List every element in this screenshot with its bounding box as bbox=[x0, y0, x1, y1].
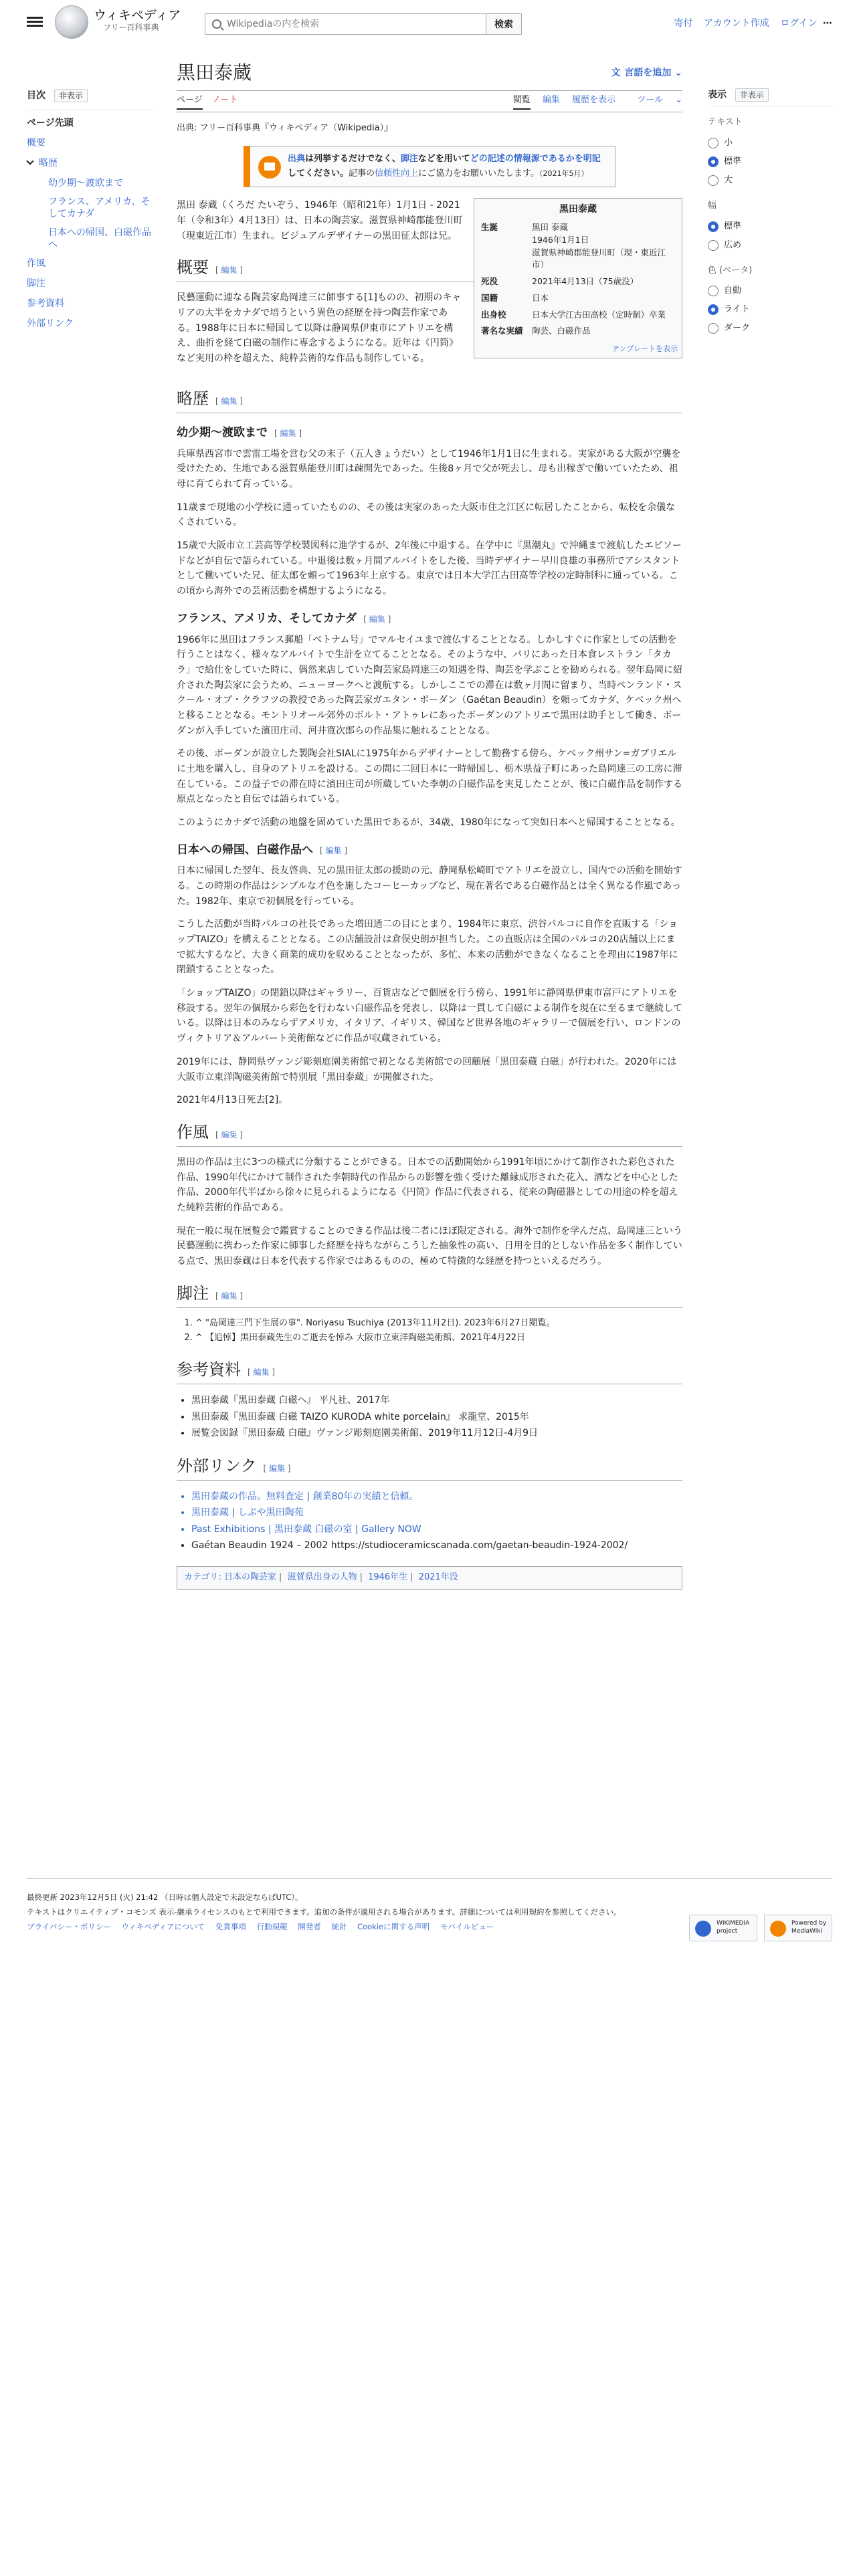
radio-icon bbox=[708, 240, 719, 251]
wikimedia-badge[interactable] bbox=[689, 1915, 757, 1941]
badge-label: Powered by MediaWiki bbox=[791, 1920, 827, 1935]
tab-tools[interactable] bbox=[628, 95, 682, 105]
section-heading bbox=[177, 1284, 682, 1308]
header bbox=[0, 0, 859, 45]
section-heading bbox=[177, 389, 682, 413]
edit-section-link[interactable]: [ 編集 ] bbox=[215, 265, 244, 276]
reference-item: • 黒田泰蔵『黒田泰蔵 白磁へ』 平凡社、2017年 bbox=[191, 1392, 682, 1409]
footer-link[interactable]: 統計 bbox=[331, 1921, 347, 1931]
section-title: 略歴 bbox=[177, 390, 209, 408]
paragraph: 黒田の作品は主に3つの様式に分類することができる。日本での活動開始から1991年頃にかけて制作された彩色された作品、1990年代にかけて制作された李朝時代の作品からの影響を強く受けた離縁成形された花入、酒などを中心とした作品、2000年代半ばから徐々に見られるようになる《円筒》作品に代表される、従来の陶磁器としての用途の枠を超えた純粋芸術的作品である。 bbox=[177, 1157, 678, 1214]
edit-label: 編集 bbox=[221, 1291, 237, 1301]
footnote-item[interactable]: 1. ^ "島岡達三門下生展の事". Noriyasu Tsuchiya (2013年11月2日). 2023年6月27日閲覧。 bbox=[195, 1316, 682, 1331]
radio-label: 小 bbox=[724, 137, 733, 148]
search-box bbox=[205, 13, 487, 35]
notice-text: 記事の bbox=[349, 169, 375, 179]
edit-label: 編集 bbox=[369, 614, 385, 624]
toc-item-overview[interactable]: 概要 bbox=[27, 138, 45, 148]
footer bbox=[27, 1878, 832, 1935]
edit-label: 編集 bbox=[221, 265, 237, 276]
external-link-list bbox=[191, 1489, 682, 1554]
wikimedia-icon bbox=[695, 1921, 711, 1937]
subsection-heading bbox=[177, 843, 682, 859]
infobox-value: 黒田 泰蔵 1946年1月1日 滋賀県神崎郡能登川町（現・東近江市） bbox=[532, 222, 666, 270]
section-title: 概要 bbox=[177, 259, 209, 278]
mediawiki-icon bbox=[770, 1921, 786, 1937]
infobox-value: 陶芸、白磁作品 bbox=[532, 326, 591, 336]
add-language-button[interactable] bbox=[611, 66, 682, 80]
appearance-panel bbox=[708, 88, 835, 338]
notice-link[interactable]: 出典 bbox=[288, 154, 306, 164]
title-row bbox=[177, 59, 682, 91]
notice-link[interactable]: 信頼性向上 bbox=[375, 169, 419, 179]
color-auto[interactable] bbox=[708, 282, 835, 300]
tab-edit[interactable]: 編集 bbox=[542, 95, 560, 105]
page-title: 黒田泰蔵 bbox=[177, 63, 252, 84]
paragraph: 兵庫県西宮市で雲雷工場を営む父の末子（五人きょうだい）として1946年1月1日に生まれる。実家がある大阪が空襲を受けたため、生地である滋賀県能登川町は疎開先であった。生後8ヶ月で父が死去し、母も出稼ぎで働いていたため、祖母に育てられて育っている。 bbox=[177, 448, 681, 490]
infobox-row bbox=[478, 219, 678, 274]
paragraph: 1966年に黒田はフランス郵船「ベトナム号」でマルセイユまで渡仏することとなる。しかしすぐに作家としての活動を行うことはなく、様々なアルバイトで生計を立てることとなる。そのような中、パリにあった日本食レストラン「タカラ」で給仕をしていた時に、偶然来店していた陶芸家島岡達三の知遇を得、陶芸を学ぶことを勧められる。翌年島岡に紹介された陶芸家に会うため、ニューヨークへと渡航する。しかしここでの滞在は数ヶ月間に留まり、当時ペンランド・スクール・オブ・クラフツの教授であった陶芸家ガエタン・ボーダン（Gaétan Beaudin）を頼ってカナダ、ケベック州へと移ることとなる。モントリオール郊外のボルト・アトゥレにあったボーダンのアトリエで黒田は助手として働き、ボーダンが入手していた濱田庄司、河井寛次郎らの作品集に触れることとなる。 bbox=[177, 634, 682, 736]
text-size-small[interactable] bbox=[708, 134, 835, 152]
toc-item-refs[interactable]: 参考資料 bbox=[27, 298, 64, 309]
radio-label: 大 bbox=[724, 175, 733, 185]
badge-label: WIKIMEDIA project bbox=[717, 1920, 750, 1935]
text-size-large[interactable] bbox=[708, 171, 835, 190]
more-icon[interactable]: ⋯ bbox=[823, 18, 832, 29]
edit-label: 編集 bbox=[269, 1463, 286, 1473]
table-of-contents bbox=[27, 88, 154, 338]
section-heading bbox=[177, 1457, 682, 1481]
infobox bbox=[474, 198, 682, 358]
edit-section-link[interactable]: [ 編集 ] bbox=[215, 1291, 244, 1301]
edit-label: 編集 bbox=[325, 845, 342, 855]
subsection-title: 幼少期〜渡欧まで bbox=[177, 425, 268, 439]
add-language-label: 言語を追加 bbox=[624, 68, 672, 78]
width-wide[interactable] bbox=[708, 236, 835, 255]
infobox-row bbox=[478, 323, 678, 340]
external-link[interactable]: • 黒田泰蔵 | しぶや黒田陶苑 bbox=[191, 1505, 682, 1521]
infobox-row bbox=[478, 290, 678, 307]
chevron-down-icon: ⌄ bbox=[675, 95, 682, 105]
external-link[interactable]: • 黒田泰蔵の作品。無料査定 | 創業80年の実績と信頼。 bbox=[191, 1489, 682, 1505]
paragraph: このようにカナダで活動の地盤を固めていた黒田であるが、34歳、1980年になって突如日本へと帰国することとなる。 bbox=[177, 817, 680, 828]
section-heading bbox=[177, 1360, 682, 1384]
reference-item: • 黒田泰蔵『黒田泰蔵 白磁 TAIZO KURODA white porcelain』 求龍堂、2015年 bbox=[191, 1409, 682, 1426]
radio-selected-icon bbox=[708, 304, 719, 315]
site-name: ウィキペディア bbox=[94, 8, 181, 23]
lead-paragraph: 黒田 泰蔵（くろだ たいぞう、1946年（昭和21年）1月1日 - 2021年（令和3年）4月13日）は、日本の陶芸家。滋賀県神崎郡能登川町（現東近江市）生まれ。ビジュアルデザイナーの黒田征太郎は兄。 bbox=[177, 200, 463, 241]
notice-text: は列挙するだけでなく、 bbox=[305, 154, 401, 164]
chevron-down-icon[interactable] bbox=[27, 158, 33, 165]
footnote-list bbox=[195, 1316, 682, 1346]
toc-item-history[interactable] bbox=[27, 157, 154, 169]
search-button[interactable]: 検索 bbox=[486, 13, 522, 35]
template-link[interactable]: テンプレートを表示 bbox=[611, 344, 678, 354]
radio-icon bbox=[708, 323, 719, 334]
footer-link[interactable]: 開発者 bbox=[298, 1921, 321, 1931]
last-modified: 最終更新 2023年12月5日 (火) 21:42 （日時は個人設定で未設定ならばUTC）。 bbox=[27, 1893, 303, 1902]
paragraph: 2019年には、静岡県ヴァンジ彫刻庭園美術館で初となる美術館での回顧展「黒田泰蔵 白磁」が行われた。2020年には大阪市立東洋陶磁美術館で特別展「黒田泰蔵」が開催された。 bbox=[177, 1056, 677, 1083]
edit-section-link[interactable]: [ 編集 ] bbox=[215, 1130, 244, 1140]
infobox-key: 死没 bbox=[481, 276, 498, 287]
paragraph: 15歳で大阪市立工芸高等学校製図科に進学するが、2年後に中退する。在学中に『黒潮丸』で沖縄まで渡航したエピソードなどが自伝で語られている。中退後は数ヶ月間アルバイトをした後、当時デザイナー早川良雄の事務所でアシスタントとして働いていた兄、征太郎を頼って1963年上京する。東京では日本大学江古田高等学校の定時制科に通っている。この頃から海外での芸術活動を構想するようになる。 bbox=[177, 540, 682, 597]
footer-link[interactable]: モバイルビュー bbox=[440, 1921, 494, 1931]
section-heading bbox=[177, 1123, 682, 1147]
section-title: 外部リンク bbox=[177, 1457, 257, 1475]
category-link[interactable]: 滋賀県出身の人物 bbox=[287, 1572, 357, 1582]
edit-section-link[interactable]: [ 編集 ] bbox=[363, 614, 391, 624]
external-link[interactable]: • Gaétan Beaudin 1924 – 2002 https://studioceramicscanada.com/gaetan-beaudin-1924-2002/ bbox=[191, 1537, 682, 1554]
footer-link[interactable]: Cookieに関する声明 bbox=[357, 1921, 430, 1931]
edit-label: 編集 bbox=[221, 1130, 237, 1140]
radio-label: ダーク bbox=[724, 323, 751, 334]
create-account-link[interactable]: アカウント作成 bbox=[703, 18, 769, 29]
color-title: 色 (ベータ) bbox=[708, 265, 753, 276]
text-size-standard[interactable] bbox=[708, 152, 835, 171]
category-link[interactable]: 日本の陶芸家 bbox=[224, 1572, 277, 1582]
width-standard[interactable] bbox=[708, 217, 835, 236]
edit-section-link[interactable]: [ 編集 ] bbox=[263, 1463, 291, 1473]
footer-link[interactable]: プライバシー・ポリシー bbox=[27, 1921, 111, 1931]
user-links bbox=[666, 16, 835, 31]
edit-section-link[interactable]: [ 編集 ] bbox=[320, 845, 348, 855]
external-link[interactable]: • Past Exhibitions | 黒田泰蔵 白磁の室 | Gallery NOW bbox=[191, 1521, 682, 1538]
notice-text: にご協力をお願いいたします。 bbox=[418, 169, 540, 179]
category-label[interactable]: カテゴリ: bbox=[184, 1572, 221, 1582]
toc-item-label: 略歴 bbox=[39, 158, 58, 169]
radio-selected-icon bbox=[708, 156, 719, 167]
subsection-heading bbox=[177, 425, 682, 441]
toc-list bbox=[27, 110, 154, 330]
infobox-row bbox=[478, 307, 678, 324]
radio-selected-icon bbox=[708, 221, 719, 232]
edit-section-link[interactable]: [ 編集 ] bbox=[274, 428, 302, 438]
search-input[interactable] bbox=[227, 17, 481, 31]
subsection-title: フランス、アメリカ、そしてカナダ bbox=[177, 611, 357, 625]
color-dark[interactable] bbox=[708, 319, 835, 338]
appearance-title: 表示 bbox=[708, 90, 727, 100]
edit-label: 編集 bbox=[280, 428, 296, 438]
page-tabs bbox=[177, 94, 682, 114]
footnote-item[interactable]: 2. ^ 【追悼】黒田泰蔵先生のご逝去を悼み 大阪市立東洋陶磁美術館、2021年4月22日 bbox=[195, 1331, 682, 1346]
site-tagline: フリー百科事典 bbox=[103, 23, 159, 32]
notice-date: （2021年5月） bbox=[539, 169, 589, 179]
radio-label: 広め bbox=[724, 239, 742, 250]
search-icon bbox=[212, 19, 221, 29]
toc-header bbox=[27, 88, 154, 103]
site-logo[interactable] bbox=[94, 8, 181, 32]
tab-page[interactable]: ページ bbox=[177, 95, 203, 110]
appearance-hide-button[interactable]: 非表示 bbox=[735, 88, 769, 102]
paragraph: 現在一般に現在展覧会で鑑賞することのできる作品は後二者にほぼ限定される。海外で制作を学んだ点、島岡達三という民藝運動に携わった作家に師事した経歴を持ちながらこうした抽象性の高い、日用を目的としない作品を多く制作している点で、黒田泰蔵は日本を代表する作家ではあるものの、極めて特徴的な経歴を持つといえるだろう。 bbox=[177, 1225, 682, 1267]
paragraph: 11歳まで現地の小学校に通っていたものの、その後は実家のあった大阪市住之江区に転居したことから、転校を余儀なくされている。 bbox=[177, 502, 676, 528]
login-link[interactable]: ログイン bbox=[780, 18, 818, 29]
radio-label: ライト bbox=[724, 304, 750, 315]
subsection-title: 日本への帰国、白磁作品へ bbox=[177, 843, 313, 857]
category-link[interactable]: 1946年生 bbox=[368, 1572, 408, 1582]
infobox-row bbox=[478, 274, 678, 290]
wikipedia-logo-icon[interactable] bbox=[55, 5, 88, 39]
tools-label: ツール bbox=[637, 95, 663, 105]
footer-link[interactable]: 行動規範 bbox=[256, 1921, 288, 1931]
infobox-value: 日本大学江古田高校（定時制）卒業 bbox=[532, 309, 666, 320]
toc-item-notes[interactable]: 脚注 bbox=[27, 278, 45, 289]
source-line: 出典: フリー百科事典『ウィキペディア（Wikipedia）』 bbox=[177, 123, 393, 133]
infobox-value: 日本 bbox=[532, 292, 549, 303]
tab-talk[interactable]: ノート bbox=[211, 95, 238, 105]
section-title: 参考資料 bbox=[177, 1362, 241, 1380]
chevron-down-icon: ⌄ bbox=[674, 68, 682, 78]
toc-item-return[interactable]: 日本への帰国、白磁作品へ bbox=[48, 227, 151, 250]
edit-label: 編集 bbox=[253, 1368, 270, 1378]
edit-section-link[interactable]: [ 編集 ] bbox=[215, 396, 244, 406]
infobox-key: 国籍 bbox=[481, 292, 498, 303]
section-title: 作風 bbox=[177, 1123, 209, 1142]
infobox-key: 生誕 bbox=[481, 222, 498, 233]
paragraph: 2021年4月13日死去[2]。 bbox=[177, 1095, 288, 1106]
text-size-title: テキスト bbox=[708, 117, 743, 127]
edit-section-link[interactable]: [ 編集 ] bbox=[248, 1368, 276, 1378]
reference-list bbox=[191, 1392, 682, 1442]
paragraph: 「ショップTAIZO」の閉鎖以降はギャラリー、百貨店などで個展を行う傍ら、1991年に静岡県伊東市富戸にアトリエを移設する。翌年の個展から彩色を行わない白磁作品を発表し、以降は一貫して白磁による制作を現在に至るまで継続している。以降は日本のみならずアメリカ、イタリア、イギリス、韓国など世界各地のギャラリーで個展を行い、ロンドンのヴィクトリア＆アルバート美術館などに作品が収蔵されている。 bbox=[177, 988, 682, 1045]
width-title: 幅 bbox=[708, 200, 717, 211]
radio-label: 標準 bbox=[724, 221, 742, 231]
category-links: カテゴリ: 日本の陶芸家 | 滋賀県出身の人物 | 1946年生 | 2021年没 bbox=[177, 1566, 682, 1590]
toc-item-france[interactable]: フランス、アメリカ、そしてカナダ bbox=[48, 197, 151, 219]
toc-title: 目次 bbox=[27, 90, 45, 101]
toc-item-childhood[interactable]: 幼少期〜渡欧まで bbox=[48, 178, 123, 189]
infobox-title: 黒田泰蔵 bbox=[559, 204, 597, 215]
tab-history[interactable]: 履歴を表示 bbox=[572, 95, 616, 105]
category-link[interactable]: 2021年没 bbox=[418, 1572, 458, 1582]
toc-hide-button[interactable]: 非表示 bbox=[54, 89, 88, 102]
notice-box bbox=[244, 146, 615, 187]
main-menu-icon[interactable] bbox=[27, 15, 43, 28]
subsection-heading bbox=[177, 611, 682, 627]
notice-text: してください。 bbox=[288, 169, 349, 179]
footer-link[interactable]: 免責事項 bbox=[215, 1921, 246, 1931]
toc-item-style[interactable]: 作風 bbox=[27, 258, 45, 269]
appearance-header bbox=[708, 88, 835, 106]
toc-item-external[interactable]: 外部リンク bbox=[27, 318, 74, 329]
notice-text: などを用いて bbox=[417, 154, 470, 164]
article-content bbox=[177, 146, 682, 1590]
notice-link[interactable]: 脚注 bbox=[400, 154, 418, 164]
notice-link[interactable]: どの記述の情報源であるかを明記 bbox=[470, 154, 601, 164]
paragraph: 日本に帰国した翌年、長友啓典、兄の黒田征太郎の援助の元、静岡県松崎町でアトリエを設立し、国内での活動を開始する。この時期の作品はシンプルな才色を施したコーヒーカップなど、現在著名である白磁作品とは全く異なる作風であった。1982年、東京で初個展を行っている。 bbox=[177, 865, 682, 907]
radio-icon bbox=[708, 286, 719, 296]
paragraph: 民藝運動に連なる陶芸家島岡達三に師事する[1]ものの、初期のキャリアの大半をカナダで培うという異色の経歴を持つ陶芸作家である。1988年に日本に帰国して以降は静岡県伊東市にアトリエを構え、曲折を経て白磁の制作に専念するようになる。近年は《円筒》など実用の枠を超えた、純粋芸術的な作品も制作している。 bbox=[177, 292, 462, 364]
section-title: 脚注 bbox=[177, 1285, 209, 1303]
infobox-key: 出身校 bbox=[481, 309, 506, 320]
color-light[interactable] bbox=[708, 300, 835, 319]
radio-icon bbox=[708, 175, 719, 186]
infobox-table bbox=[478, 219, 678, 340]
radio-icon bbox=[708, 138, 719, 148]
license-text: テキストはクリエイティブ・コモンズ 表示-継承ライセンスのもとで利用できます。追加の条件が適用される場合があります。詳細については利用規約を参照してください。 bbox=[27, 1907, 622, 1917]
edit-label: 編集 bbox=[221, 396, 237, 406]
footer-link[interactable]: ウィキペディアについて bbox=[121, 1921, 205, 1931]
radio-label: 標準 bbox=[724, 156, 742, 167]
infobox-key: 著名な実績 bbox=[481, 326, 523, 336]
infobox-value: 2021年4月13日（75歳没） bbox=[532, 276, 639, 287]
reference-item: • 展覧会図録『黒田泰蔵 白磁』ヴァンジ彫刻庭園美術館、2019年11月12日-4月9日 bbox=[191, 1425, 682, 1442]
language-icon: 文 bbox=[611, 68, 621, 78]
toc-item-top[interactable]: ページ先頭 bbox=[27, 118, 74, 128]
tab-read[interactable]: 閲覧 bbox=[513, 95, 531, 110]
paragraph: こうした活動が当時パルコの社長であった増田通二の目にとまり、1984年に東京、渋谷パルコに自作を直販する「ショップTAIZO」を構えることとなる。この店舗設計は倉俣史朗が担当した。この直販店は全国のパルコの20店舗以上にまで拡大するなど、大きく商業的成功を収めることとなったが、多忙、本来の活動ができなくなることを理由に1987年に閉鎖することとなった。 bbox=[177, 919, 678, 976]
radio-label: 自動 bbox=[724, 286, 742, 296]
paragraph: その後、ボーダンが設立した製陶会社SIALに1975年からデザイナーとして勤務する傍ら、ケベック州サン=ガブリエルに土地を購入し、自身のアトリエを設ける。この間に二回日本に一時帰国し、栃木県益子町にあった島岡達三の工房に滞在している。この益子での滞在時に濱田庄司が所蔵していた李朝の白磁作品を実見したことが、後に白磁作品を制作する原点となったと自伝では語られている。 bbox=[177, 748, 682, 805]
book-icon bbox=[258, 156, 281, 179]
donate-link[interactable]: 寄付 bbox=[674, 18, 693, 29]
mediawiki-badge[interactable] bbox=[764, 1915, 832, 1941]
